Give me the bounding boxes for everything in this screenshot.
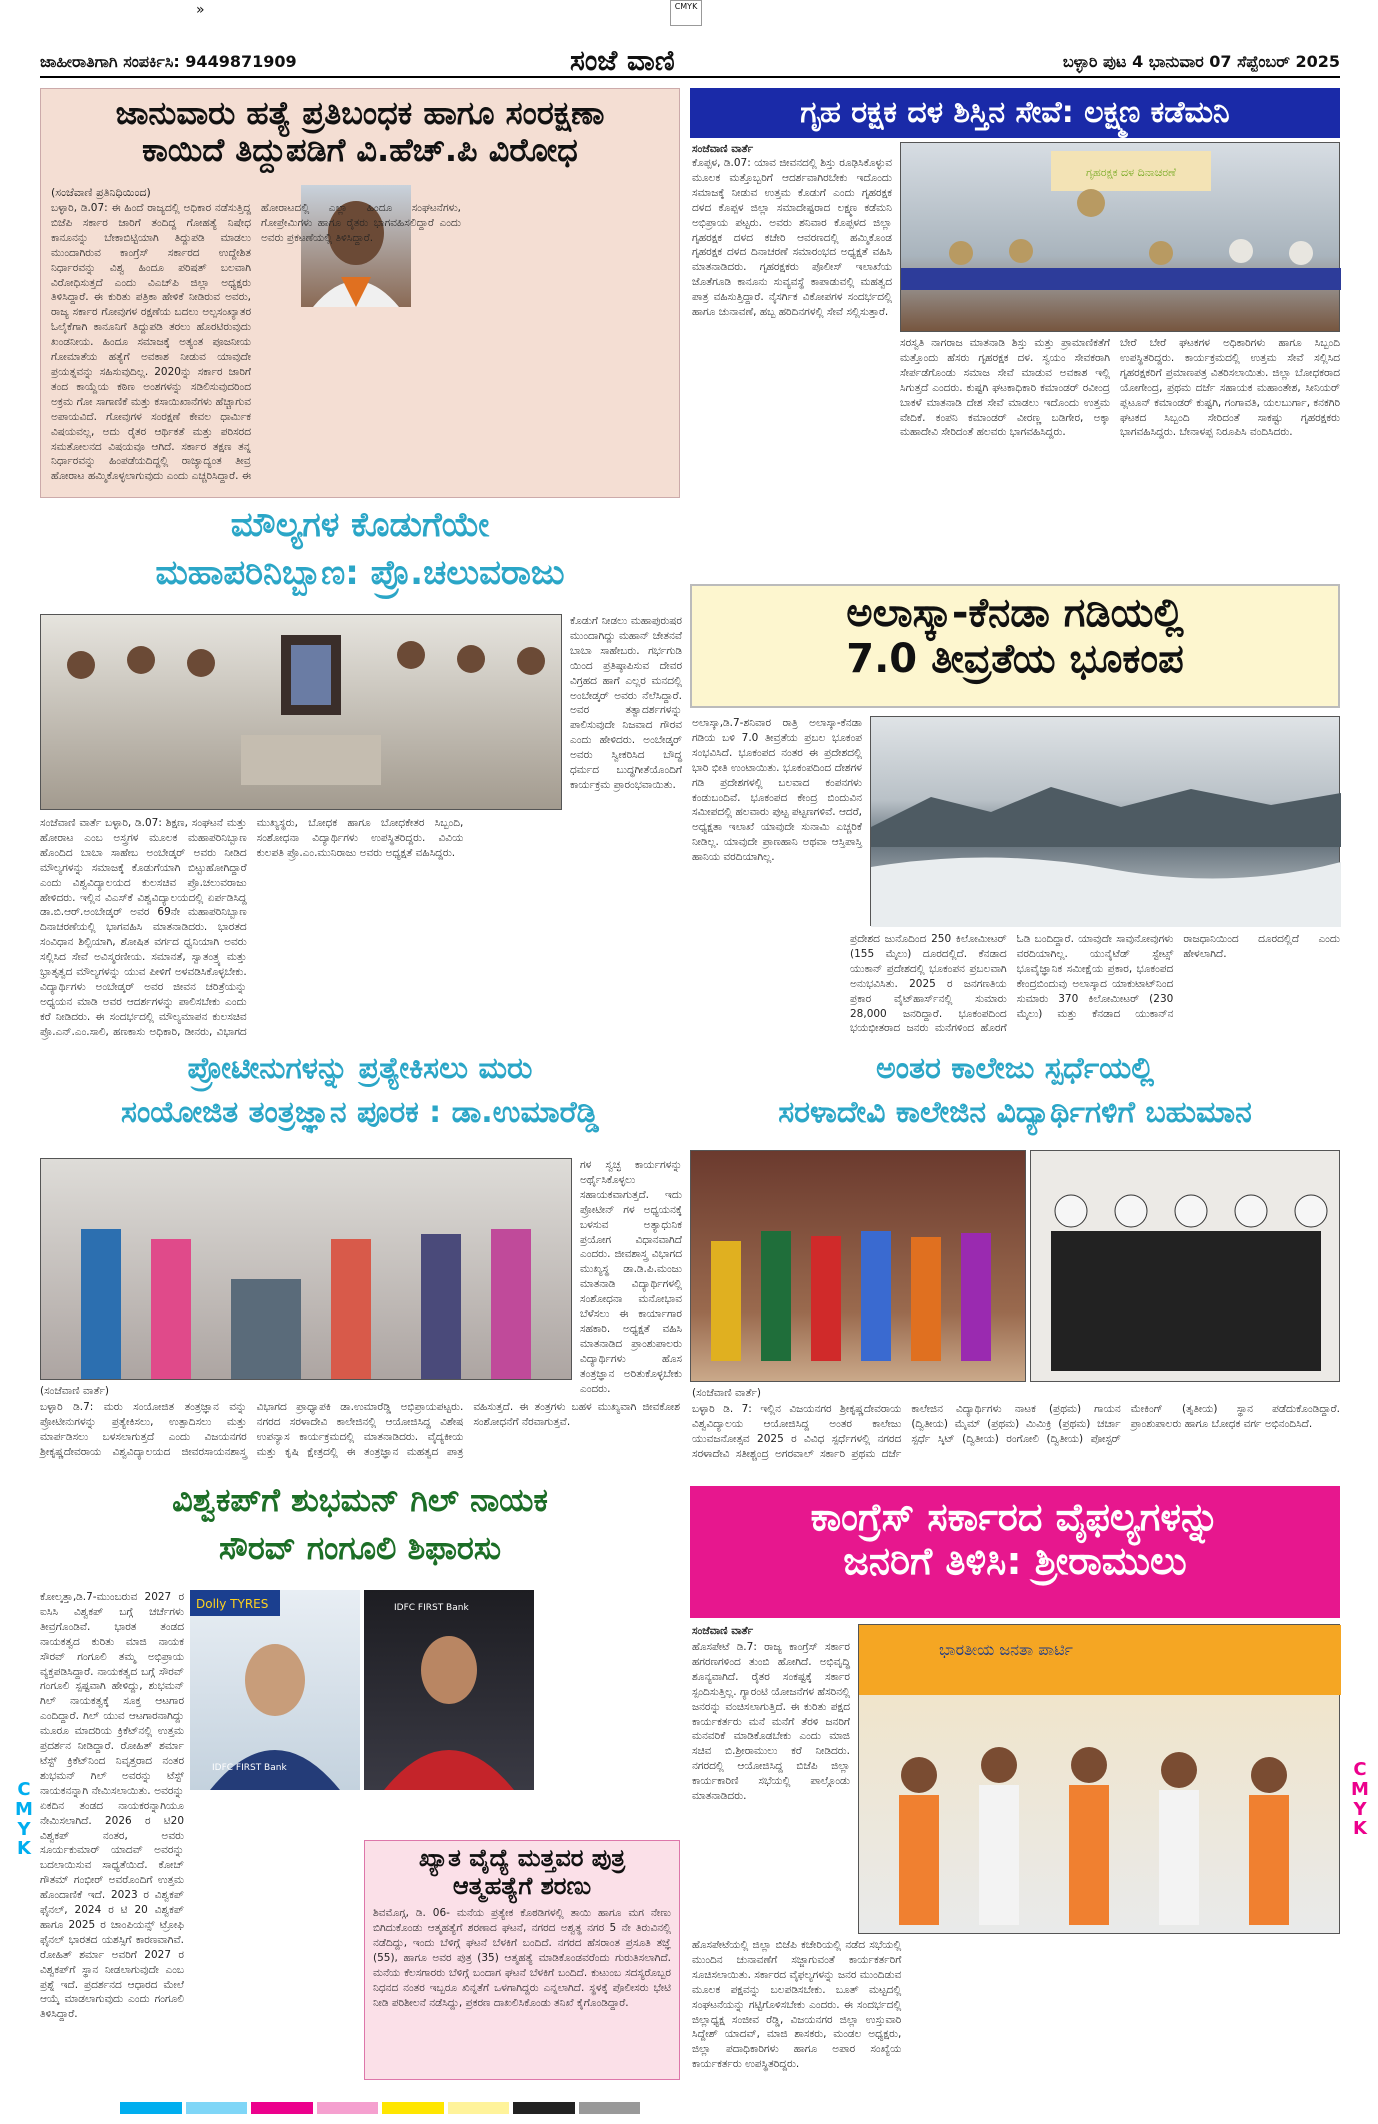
swatch-magenta-light — [317, 2102, 379, 2114]
suicide-body: ಶಿವಮೊಗ್ಗ, ಡಿ. 06- ಮನೆಯ ಪ್ರತ್ಯೇಕ ಕೊಠಡಿಗಳಲ್ಲಿ ತಾಯಿ ಹಾಗೂ ಮಗ ನೇಣು ಬಿಗಿದುಕೊಂಡು ಆತ್ಮಹತ್ಯೆಗೆ ಶರಣಾದ ಘಟನೆ, ನಗರದ ಅಶ್ವತ್ಥ ನಗರ 5 ನೇ ತಿರುವಿನಲ್ಲಿ ನಡೆದಿದ್ದು, ಇಂದು ಬೆಳಿಗ್ಗೆ ಘಟನೆ ಬೆಳಕಿಗೆ ಬಂದಿದೆ. ನಗರದ ಹೆಸರಾಂತ ಪ್ರಸೂತಿ ತಜ್ಞೆ (55), ಹಾಗೂ ಅವರ ಪುತ್ರ (35) ಆತ್ಮಹತ್ಯೆ ಮಾಡಿಕೊಂಡವರೆಂದು ಗುರುತಿಸಲಾಗಿದೆ. ಮನೆಯ ಕೆಲಸಗಾರರು ಬೆಳಿಗ್ಗೆ ಬಂದಾಗ ಘಟನೆ ಬೆಳಕಿಗೆ ಬಂದಿದೆ. ಕುಟುಂಬ ಸದಸ್ಯರೊಬ್ಬರ ನಿಧನದ ನಂತರ ಇಬ್ಬರೂ ಖಿನ್ನತೆಗೆ ಒಳಗಾಗಿದ್ದರು ಎನ್ನಲಾಗಿದೆ. ಸ್ಥಳಕ್ಕೆ ಪೊಲೀಸರು ಭೇಟಿ ನೀಡಿ ಪರಿಶೀಲನೆ ನಡೆಸಿದ್ದು, ಪ್ರಕರಣ ದಾಖಲಿಸಿಕೊಂಡು ತನಿಖೆ ಕೈಗೊಂಡಿದ್ದಾರೆ. — [373, 1907, 671, 2009]
ganguly-photo — [364, 1590, 534, 1790]
dateline: ಬಳ್ಳಾರಿ ಪುಟ 4 ಭಾನುವಾರ 07 ಸೆಪ್ಟೆಂಬರ್ 2025 — [1062, 52, 1340, 71]
home-guard-byline: ಸಂಜೆವಾಣಿ ವಾರ್ತೆ — [692, 143, 754, 155]
bjp-banner-text: ಭಾರತೀಯ ಜನತಾ ಪಾರ್ಟಿ — [939, 1640, 1073, 1659]
alaska-headline-2: 7.0 ತೀವ್ರತೆಯ ಭೂಕಂಪ — [846, 636, 1184, 682]
vhp-byline: (ಸಂಜೆವಾಣಿ ಪ್ರತಿನಿಧಿಯಿಂದ) — [51, 186, 151, 199]
home-guard-photo — [900, 142, 1340, 332]
alaska-headline-box — [690, 584, 1340, 708]
intercollege-headline-2: ಸರಳಾದೇವಿ ಕಾಲೇಜಿನ ವಿದ್ಯಾರ್ಥಿಗಳಿಗೆ ಬಹುಮಾನ — [778, 1095, 1252, 1130]
alaska-body-bottom: ಪ್ರದೇಶದ ಜುನೊದಿಂದ 250 ಕಿಲೋಮೀಟರ್ (155 ಮೈಲು) ದೂರದಲ್ಲಿದೆ. ಕೆನಡಾದ ಯುಕಾನ್ ಪ್ರದೇಶದಲ್ಲಿ ಭೂಕಂಪನ ಪ್ರಬಲವಾಗಿ ಅನುಭವಿಸಿತು. 2025 ರ ಜನಗಣತಿಯ ಪ್ರಕಾರ ವೈಟ್‌ಹಾರ್ಸ್‌ನಲ್ಲಿ ಸುಮಾರು 28,000 ಜನರಿದ್ದಾರೆ. ಭೂಕಂಪದಿಂದ ಭಯಭೀತರಾದ ಜನರು ಮನೆಗಳಿಂದ ಹೊರಗೆ ಓಡಿ ಬಂದಿದ್ದಾರೆ. ಯಾವುದೇ ಸಾವುನೋವುಗಳು ವರದಿಯಾಗಿಲ್ಲ. ಯುನೈಟೆಡ್ ಸ್ಟೇಟ್ಸ್ ಭೂವೈಜ್ಞಾನಿಕ ಸಮೀಕ್ಷೆಯ ಪ್ರಕಾರ, ಭೂಕಂಪದ ಕೇಂದ್ರಬಿಂದುವು ಅಲಾಸ್ಕಾದ ಯಾಕುಟಾಟ್‌ನಿಂದ ಸುಮಾರು 370 ಕಿಲೋಮೀಟರ್ (230 ಮೈಲು) ಮತ್ತು ಕೆನಡಾದ ಯುಕಾನ್‌ನ ರಾಜಧಾನಿಯಿಂದ ದೂರದಲ್ಲಿದೆ ಎಂದು ಹೇಳಲಾಗಿದೆ. — [850, 933, 1340, 1035]
ambedkar-headline-2: ಮಹಾಪರಿನಿಬ್ಬಾಣ: ಪ್ರೊ.ಚಲುವರಾಜು — [155, 553, 565, 593]
vhp-article — [40, 88, 680, 498]
gill-headline-2: ಸೌರವ್ ಗಂಗೂಲಿ ಶಿಫಾರಸು — [218, 1529, 502, 1567]
protein-photo — [40, 1158, 572, 1380]
intercollege-mime-photo — [1030, 1150, 1340, 1382]
vhp-body: ಬಳ್ಳಾರಿ, ಡಿ.07: ಈ ಹಿಂದೆ ರಾಜ್ಯದಲ್ಲಿ ಅಧಿಕಾರ ನಡೆಸುತ್ತಿದ್ದ ಬಿಜೆಪಿ ಸರ್ಕಾರ ಜಾರಿಗೆ ತಂದಿದ್ದ ಗೋಹತ್ಯೆ ನಿಷೇಧ ಕಾನೂನನ್ನು ಬೇಕಾಬಿಟ್ಟಿಯಾಗಿ ತಿದ್ದುಪಡಿ ಮಾಡಲು ಮುಂದಾಗಿರುವ ಕಾಂಗ್ರೆಸ್ ಸರ್ಕಾರದ ಉದ್ದೇಶಿತ ನಿರ್ಧಾರವನ್ನು ವಿಶ್ವ ಹಿಂದೂ ಪರಿಷತ್ ಬಲವಾಗಿ ವಿರೋಧಿಸುತ್ತದೆ ಎಂದು ವಿಎಚ್‌ಪಿ ಜಿಲ್ಲಾ ಅಧ್ಯಕ್ಷರು ತಿಳಿಸಿದ್ದಾರೆ. ಈ ಕುರಿತು ಪತ್ರಿಕಾ ಹೇಳಿಕೆ ನೀಡಿರುವ ಅವರು, ರಾಜ್ಯ ಸರ್ಕಾರ ಗೋವುಗಳ ರಕ್ಷಣೆಯ ಬದಲು ಅಲ್ಪಸಂಖ್ಯಾತರ ಓಲೈಕೆಗಾಗಿ ಕಾನೂನಿಗೆ ತಿದ್ದುಪಡಿ ತರಲು ಹೊರಟಿರುವುದು ಖಂಡನೀಯ. ಹಿಂದೂ ಸಮಾಜಕ್ಕೆ ಅತ್ಯಂತ ಪೂಜನೀಯ ಗೋಮಾತೆಯ ಹತ್ಯೆಗೆ ಅವಕಾಶ ನೀಡುವ ಯಾವುದೇ ಪ್ರಯತ್ನವನ್ನು ಸಹಿಸುವುದಿಲ್ಲ. 2020ನ್ನು ಸರ್ಕಾರ ಜಾರಿಗೆ ತಂದ ಕಾಯ್ದೆಯ ಕಠಿಣ ಅಂಶಗಳನ್ನು ಸಡಿಲಿಸುವುದರಿಂದ ಅಕ್ರಮ ಗೋ ಸಾಗಾಣಿಕೆ ಮತ್ತು ಕಸಾಯಿಖಾನೆಗಳು ಹೆಚ್ಚಾಗುವ ಅಪಾಯವಿದೆ. ಗೋವುಗಳ ಸಂರಕ್ಷಣೆ ಕೇವಲ ಧಾರ್ಮಿಕ ವಿಷಯವಲ್ಲ, ಅದು ರೈತರ ಆರ್ಥಿಕತೆ ಮತ್ತು ಪರಿಸರದ ಸಮತೋಲನದ ವಿಷಯವೂ ಆಗಿದೆ. ಸರ್ಕಾರ ತಕ್ಷಣ ತನ್ನ ನಿರ್ಧಾರವನ್ನು ಹಿಂಪಡೆಯದಿದ್ದಲ್ಲಿ ರಾಜ್ಯಾದ್ಯಂತ ತೀವ್ರ ಹೋರಾಟ ಹಮ್ಮಿಕೊಳ್ಳಲಾಗುವುದು ಎಂದು ಎಚ್ಚರಿಸಿದ್ದಾರೆ. ಈ ಹೋರಾಟದಲ್ಲಿ ಎಲ್ಲಾ ಹಿಂದೂ ಸಂಘಟನೆಗಳು, ಗೋಪ್ರೇಮಿಗಳು ಹಾಗೂ ರೈತರು ಭಾಗವಹಿಸಲಿದ್ದಾರೆ ಎಂದು ಅವರು ಪ್ರಕಟಣೆಯಲ್ಲಿ ತಿಳಿಸಿದ್ದಾರೆ. — [51, 202, 461, 483]
home-guard-body-right: ಬೇರೆ ಬೇರೆ ಘಟಕಗಳ ಅಧಿಕಾರಿಗಳು ಹಾಗೂ ಸಿಬ್ಬಂದಿ ಉಪಸ್ಥಿತರಿದ್ದರು. ಕಾರ್ಯಕ್ರಮದಲ್ಲಿ ಉತ್ತಮ ಸೇವೆ ಸಲ್ಲಿಸಿದ ಗೃಹರಕ್ಷಕರಿಗೆ ಪ್ರಮಾಣಪತ್ರ ವಿತರಿಸಲಾಯಿತು. ಜಿಲ್ಲಾ ಬೋಧಕರಾದ ಯೋಗೇಂದ್ರ, ಪ್ರಥಮ ದರ್ಜೆ ಸಹಾಯಕ ಮಹಾಂತೇಶ, ಸೀನಿಯರ್ ಪ್ಲಟೂನ್ ಕಮಾಂಡರ್ ಕುಷ್ಟಗಿ, ಗಂಗಾವತಿ, ಯಲಬುರ್ಗಾ, ಕನಕಗಿರಿ ಘಟಕದ ಸಿಬ್ಬಂದಿ ಸೇರಿದಂತೆ ಸಾಕಷ್ಟು ಗೃಹರಕ್ಷಕರು ಭಾಗವಹಿಸಿದ್ದರು. ಬೇನಾಳಪ್ಪ ನಿರೂಪಿಸಿ ವಂದಿಸಿದರು. — [1120, 337, 1340, 439]
contact-line: ಜಾಹೀರಾತಿಗಾಗಿ ಸಂಪರ್ಕಿಸಿ: 9449871909 — [40, 52, 297, 71]
protein-side-text: ಗಳ ಸ್ವಚ್ಛ ಕಾರ್ಯಗಳನ್ನು ಅರ್ಥೈಸಿಕೊಳ್ಳಲು ಸಹಾಯಕವಾಗುತ್ತದೆ. ಇದು ಪ್ರೋಟೀನ್ ಗಳ ಅಧ್ಯಯನಕ್ಕೆ ಬಳಸುವ ಅತ್ಯಾಧುನಿಕ ಪ್ರಯೋಗ ವಿಧಾನವಾಗಿದೆ ಎಂದರು. ಜೀವಶಾಸ್ತ್ರ ವಿಭಾಗದ ಮುಖ್ಯಸ್ಥ ಡಾ.ಡಿ.ಪಿ.ಮಂಜು ಮಾತನಾಡಿ ವಿದ್ಯಾರ್ಥಿಗಳಲ್ಲಿ ಸಂಶೋಧನಾ ಮನೋಭಾವ ಬೆಳೆಸಲು ಈ ಕಾರ್ಯಾಗಾರ ಸಹಕಾರಿ. ಅಧ್ಯಕ್ಷತೆ ವಹಿಸಿ ಮಾತನಾಡಿದ ಪ್ರಾಂಶುಪಾಲರು ವಿದ್ಯಾರ್ಥಿಗಳು ಹೊಸ ತಂತ್ರಜ್ಞಾನ ಅರಿತುಕೊಳ್ಳಬೇಕು ಎಂದರು. — [580, 1159, 682, 1395]
cmyk-mark-left — [14, 1780, 34, 1859]
banner-label-text: ಗೃಹರಕ್ಷಕ ದಳ ದಿನಾಚರಣೆ — [1085, 166, 1177, 179]
vhp-headline-2: ಕಾಯಿದೆ ತಿದ್ದುಪಡಿಗೆ ವಿ.ಹೆಚ್.ಪಿ ವಿರೋಧ — [142, 130, 578, 169]
protein-byline: (ಸಂಜೆವಾಣಿ ವಾರ್ತೆ) — [40, 1385, 109, 1397]
suicide-article — [364, 1840, 680, 2080]
masthead — [40, 44, 1340, 78]
top-strip — [0, 0, 1378, 28]
protein-headline-1: ಪ್ರೋಟೀನುಗಳನ್ನು ಪ್ರತ್ಯೇಕಿಸಲು ಮರು — [187, 1051, 533, 1086]
sriramulu-headline-1: ಕಾಂಗ್ರೆಸ್ ಸರ್ಕಾರದ ವೈಫಲ್ಯಗಳನ್ನು — [810, 1495, 1220, 1539]
home-guard-body-mid: ಸರಸ್ವತಿ ನಾಗರಾಜ ಮಾತನಾಡಿ ಶಿಸ್ತು ಮತ್ತು ಪ್ರಾಮಾಣಿಕತೆಗೆ ಮತ್ತೊಂದು ಹೆಸರು ಗೃಹರಕ್ಷಕ ದಳ. ಸ್ವಯಂ ಸೇವಕರಾಗಿ ಸೇರ್ಪಡೆಗೊಂಡು ಸಮಾಜ ಸೇವೆ ಮಾಡುವ ಅವಕಾಶ ಇಲ್ಲಿ ಸಿಗುತ್ತದೆ ಎಂದರು. ಕುಷ್ಟಗಿ ಘಟಕಾಧಿಕಾರಿ ಕಮಾಂಡರ್ ರವೀಂದ್ರ ಬಾಕಳೆ ಮಾತನಾಡಿ ದೇಶ ಸೇವೆ ಮಾಡಲು ಇದೊಂದು ಉತ್ತಮ ವೇದಿಕೆ. ಕಂಪನಿ ಕಮಾಂಡರ್ ವೀರಣ್ಣ ಬಡಿಗೇರ, ಅಕ್ಕಾ ಮಹಾದೇವಿ ಸೇರಿದಂತೆ ಹಲವರು ಭಾಗವಹಿಸಿದ್ದರು. — [900, 337, 1110, 439]
gill-headline-1: ವಿಶ್ವಕಪ್‌ಗೆ ಶುಭಮನ್ ಗಿಲ್ ನಾಯಕ — [172, 1481, 548, 1519]
alaska-body-top: ಅಲಾಸ್ಕಾ,ಡಿ.7-ಶನಿವಾರ ರಾತ್ರಿ ಅಲಾಸ್ಕಾ-ಕೆನಡಾ ಗಡಿಯ ಬಳಿ 7.0 ತೀವ್ರತೆಯ ಪ್ರಬಲ ಭೂಕಂಪ ಸಂಭವಿಸಿದೆ. ಭೂಕಂಪದ ನಂತರ ಈ ಪ್ರದೇಶದಲ್ಲಿ ಭಾರಿ ಭೀತಿ ಉಂಟಾಯಿತು. ಭೂಕಂಪದಿಂದ ದೇಶಗಳ ಗಡಿ ಪ್ರದೇಶಗಳಲ್ಲಿ ಬಲವಾದ ಕಂಪನಗಳು ಕಂಡುಬಂದಿವೆ. ಭೂಕಂಪದ ಕೇಂದ್ರ ಬಿಂದುವಿನ ಸಮೀಪದಲ್ಲಿ ಹಲವಾರು ಪುಟ್ಟ ಪಟ್ಟಣಗಳಿವೆ. ಆದರೆ, ಅಧ್ಯಕ್ಷತಾ ಇಲಾಖೆ ಯಾವುದೇ ಸುನಾಮಿ ಎಚ್ಚರಿಕೆ ನೀಡಿಲ್ಲ. ಯಾವುದೇ ಪ್ರಾಣಹಾನಿ ಅಥವಾ ಆಸ್ತಿಪಾಸ್ತಿ ಹಾನಿಯ ವರದಿಯಾಗಿಲ್ಲ. — [692, 717, 862, 864]
ambedkar-side-text: ಕೊಡುಗೆ ನೀಡಲು ಮಹಾಪುರುಷರ ಮುಂದಾಗಿದ್ದು ಮಹಾನ್ ಚೇತನವೆ ಬಾಬಾ ಸಾಹೇಬರು. ಗರ್ಭಗುಡಿ ಯಿಂದ ಪ್ರತಿಷ್ಠಾಪಿಸುವ ದೇವರ ವಿಗ್ರಹದ ಹಾಗೆ ಎಲ್ಲರ ಮನದಲ್ಲಿ ಅಂಬೇಡ್ಕರ್ ಅವರು ನೆಲೆಸಿದ್ದಾರೆ. ಅವರ ತತ್ವಾದರ್ಶಗಳನ್ನು ಪಾಲಿಸುವುದೇ ನಿಜವಾದ ಗೌರವ ಎಂದು ಹೇಳಿದರು. ಅಂಬೇಡ್ಕರ್ ಅವರು ಸ್ವೀಕರಿಸಿದ ಬೌದ್ಧ ಧರ್ಮದ ಬುದ್ಧಗೀತೆಯೊಂದಿಗೆ ಕಾರ್ಯಕ್ರಮ ಪ್ರಾರಂಭವಾಯಿತು. — [570, 615, 682, 791]
cmyk-mark-right — [1350, 1760, 1370, 1839]
cmyk-left-text: C M Y K — [15, 1779, 33, 1860]
home-guard-body-left: ಕೊಪ್ಪಳ, ಡಿ.07: ಯಾವ ಜೀವನದಲ್ಲಿ ಶಿಸ್ತು ರೂಢಿಸಿಕೊಳ್ಳುವ ಮೂಲಕ ಮತ್ತೊಬ್ಬರಿಗೆ ಆದರ್ಶವಾಗಿರಬೇಕು ಇದೊಂದು ಸಮಾಜಕ್ಕೆ ನೀಡುವ ಉತ್ತಮ ಕೊಡುಗೆ ಎಂದು ಗೃಹರಕ್ಷಕ ದಳದ ಕೊಪ್ಪಳ ಜಿಲ್ಲಾ ಸಮಾದೇಷ್ಟರಾದ ಲಕ್ಷ್ಮಣ ಕಡೆಮನಿ ಅಭಿಪ್ರಾಯ ಪಟ್ಟರು. ಅವರು ಶನಿವಾರ ಕೊಪ್ಪಳದ ಜಿಲ್ಲಾ ಗೃಹರಕ್ಷಕ ದಳದ ಕಚೇರಿ ಆವರಣದಲ್ಲಿ ಹಮ್ಮಿಕೊಂಡ ಗೃಹರಕ್ಷಕ ದಳದ ದಿನಾಚರಣೆ ಸಮಾರಂಭದ ಅಧ್ಯಕ್ಷತೆ ವಹಿಸಿ ಮಾತನಾಡಿದರು. ಗೃಹರಕ್ಷಕರು ಪೊಲೀಸ್ ಇಲಾಖೆಯ ಜೊತೆಗೂಡಿ ಕಾನೂನು ಸುವ್ಯವಸ್ಥೆ ಕಾಪಾಡುವಲ್ಲಿ ಮಹತ್ವದ ಪಾತ್ರ ವಹಿಸುತ್ತಿದ್ದಾರೆ. ನೈಸರ್ಗಿಕ ವಿಕೋಪಗಳ ಸಂದರ್ಭದಲ್ಲಿ ಹಾಗೂ ಚುನಾವಣೆ, ಹಬ್ಬ ಹರಿದಿನಗಳಲ್ಲಿ ಸೇವೆ ಸಲ್ಲಿಸುತ್ತಾರೆ. — [692, 157, 892, 319]
home-guard-headline: ಗೃಹ ರಕ್ಷಕ ದಳ ಶಿಸ್ತಿನ ಸೇವೆ: ಲಕ್ಷ್ಮಣ ಕಡೆಮನಿ — [800, 95, 1230, 130]
gill-body-col3 — [538, 1590, 680, 1790]
vhp-headline-1: ಜಾನುವಾರು ಹತ್ಯೆ ಪ್ರತಿಬಂಧಕ ಹಾಗೂ ಸಂರಕ್ಷಣಾ — [115, 94, 605, 132]
sriramulu-photo — [858, 1624, 1340, 1934]
swatch-cyan — [120, 2102, 182, 2114]
sponsor-dolly-text: Dolly TYRES — [196, 1597, 269, 1611]
cmyk-right-text: C M Y K — [1351, 1759, 1369, 1840]
protein-headline-2: ಸಂಯೋಜಿತ ತಂತ್ರಜ್ಞಾನ ಪೂರಕ : ಡಾ.ಉಮಾರೆಡ್ಡಿ — [121, 1095, 599, 1130]
sriramulu-body-top: ಹೊಸಪೇಟೆ ಡಿ.7: ರಾಜ್ಯ ಕಾಂಗ್ರೆಸ್ ಸರ್ಕಾರ ಹಗರಣಗಳಿಂದ ತುಂಬಿ ಹೋಗಿದೆ. ಅಭಿವೃದ್ಧಿ ಶೂನ್ಯವಾಗಿದೆ. ರೈತರ ಸಂಕಷ್ಟಕ್ಕೆ ಸರ್ಕಾರ ಸ್ಪಂದಿಸುತ್ತಿಲ್ಲ. ಗ್ಯಾರಂಟಿ ಯೋಜನೆಗಳ ಹೆಸರಿನಲ್ಲಿ ಜನರನ್ನು ವಂಚಿಸಲಾಗುತ್ತಿದೆ. ಈ ಕುರಿತು ಪಕ್ಷದ ಕಾರ್ಯಕರ್ತರು ಮನೆ ಮನೆಗೆ ತೆರಳಿ ಜನರಿಗೆ ಮನವರಿಕೆ ಮಾಡಿಕೊಡಬೇಕು ಎಂದು ಮಾಜಿ ಸಚಿವ ಬಿ.ಶ್ರೀರಾಮುಲು ಕರೆ ನೀಡಿದರು. ನಗರದಲ್ಲಿ ಆಯೋಜಿಸಿದ್ದ ಬಿಜೆಪಿ ಜಿಲ್ಲಾ ಕಾರ್ಯಕಾರಿಣಿ ಸಭೆಯಲ್ಲಿ ಪಾಲ್ಗೊಂಡು ಮಾತನಾಡಿದರು. — [692, 1641, 850, 1803]
newspaper-logo: ಸಂಜೆ ವಾಣಿ — [570, 44, 675, 77]
sponsor-idfc-text-1: IDFC FIRST Bank — [212, 1763, 287, 1773]
alaska-glacier-photo — [870, 716, 1340, 926]
intercollege-body: ಬಳ್ಳಾರಿ ಡಿ. 7: ಇಲ್ಲಿನ ವಿಜಯನಗರ ಶ್ರೀಕೃಷ್ಣದೇವರಾಯ ವಿಶ್ವವಿದ್ಯಾಲಯ ಆಯೋಜಿಸಿದ್ದ ಅಂತರ ಕಾಲೇಜು ಯುವಜನೋತ್ಸವ 2025 ರ ವಿವಿಧ ಸ್ಪರ್ಧೆಗಳಲ್ಲಿ ನಗರದ ಸರಳಾದೇವಿ ಸತೀಶ್ಚಂದ್ರ ಅಗರವಾಲ್ ಸರ್ಕಾರಿ ಪ್ರಥಮ ದರ್ಜೆ ಕಾಲೇಜಿನ ವಿದ್ಯಾರ್ಥಿಗಳು ನಾಟಕ (ಪ್ರಥಮ) ಗಾಯನ (ದ್ವಿತೀಯ) ಮೈಮ್ (ಪ್ರಥಮ) ಮಿಮಿಕ್ರಿ (ಪ್ರಥಮ) ಚರ್ಚಾ ಸ್ಪರ್ಧೆ ಸ್ಕಿಟ್ (ದ್ವಿತೀಯ) ರಂಗೋಲಿ (ದ್ವಿತೀಯ) ಪೋಸ್ಟರ್ ಮೇಕಿಂಗ್ (ತೃತೀಯ) ಸ್ಥಾನ ಪಡೆದುಕೊಂಡಿದ್ದಾರೆ. ಪ್ರಾಂಶುಪಾಲರು ಹಾಗೂ ಬೋಧಕ ವರ್ಗ ಅಭಿನಂದಿಸಿದೆ. — [692, 1403, 1340, 1460]
swatch-yellow — [382, 2102, 444, 2114]
color-calibration-bar — [120, 2102, 640, 2114]
swatch-magenta — [251, 2102, 313, 2114]
intercollege-byline: (ಸಂಜೆವಾಣಿ ವಾರ್ತೆ) — [692, 1387, 761, 1399]
swatch-cyan-light — [186, 2102, 248, 2114]
gill-photo — [190, 1590, 360, 1790]
home-guard-headline-box — [690, 88, 1340, 138]
sponsor-idfc-text-2: IDFC FIRST Bank — [394, 1603, 469, 1613]
sriramulu-byline: ಸಂಜೆವಾಣಿ ವಾರ್ತೆ — [692, 1625, 754, 1637]
sriramulu-body-bottom: ಹೊಸಪೇಟೆಯಲ್ಲಿ ಜಿಲ್ಲಾ ಬಿಜೆಪಿ ಕಚೇರಿಯಲ್ಲಿ ನಡೆದ ಸಭೆಯಲ್ಲಿ ಮುಂದಿನ ಚುನಾವಣೆಗೆ ಸಜ್ಜಾಗುವಂತೆ ಕಾರ್ಯಕರ್ತರಿಗೆ ಸೂಚಿಸಲಾಯಿತು. ಸರ್ಕಾರದ ವೈಫಲ್ಯಗಳನ್ನು ಜನರ ಮುಂದಿಡುವ ಮೂಲಕ ಪಕ್ಷವನ್ನು ಬಲಪಡಿಸಬೇಕು. ಬೂತ್ ಮಟ್ಟದಲ್ಲಿ ಸಂಘಟನೆಯನ್ನು ಗಟ್ಟಿಗೊಳಿಸಬೇಕು ಎಂದರು. ಈ ಸಂದರ್ಭದಲ್ಲಿ ಜಿಲ್ಲಾಧ್ಯಕ್ಷ ಸಂಜೀವ ರೆಡ್ಡಿ, ವಿಜಯನಗರ ಜಿಲ್ಲಾ ಉಸ್ತುವಾರಿ ಸಿದ್ದೇಶ್ ಯಾದವ್, ಮಾಜಿ ಶಾಸಕರು, ಮಂಡಲ ಅಧ್ಯಕ್ಷರು, ಜಿಲ್ಲಾ ಪದಾಧಿಕಾರಿಗಳು ಹಾಗೂ ಅಪಾರ ಸಂಖ್ಯೆಯ ಕಾರ್ಯಕರ್ತರು ಉಪಸ್ಥಿತರಿದ್ದರು. — [692, 1939, 902, 2071]
intercollege-drama-photo — [690, 1150, 1026, 1382]
swatch-grey — [579, 2102, 641, 2114]
suicide-headline-2: ಆತ್ಮಹತ್ಯೆಗೆ ಶರಣು — [452, 1871, 592, 1900]
sriramulu-headline-2: ಜನರಿಗೆ ತಿಳಿಸಿ: ಶ್ರೀರಾಮುಲು — [843, 1538, 1187, 1583]
suicide-headline-1: ಖ್ಯಾತ ವೈದ್ಯೆ ಮತ್ತವರ ಪುತ್ರ — [418, 1844, 626, 1872]
alaska-headline-1: ಅಲಾಸ್ಕಾ-ಕೆನಡಾ ಗಡಿಯಲ್ಲಿ — [846, 590, 1184, 636]
protein-body: ಬಳ್ಳಾರಿ ಡಿ.7: ಮರು ಸಂಯೋಜಿತ ತಂತ್ರಜ್ಞಾನ ವನ್ನು ಪ್ರೋಟೀನುಗಳನ್ನು ಪ್ರತ್ಯೇಕಿಸಲು, ಉತ್ಪಾದಿಸಲು ಮತ್ತು ಮಾರ್ಪಡಿಸಲು ಬಳಸಲಾಗುತ್ತದೆ ಎಂದು ವಿಜಯನಗರ ಶ್ರೀಕೃಷ್ಣದೇವರಾಯ ವಿಶ್ವವಿದ್ಯಾಲಯದ ಜೀವರಸಾಯನಶಾಸ್ತ್ರ ವಿಭಾಗದ ಪ್ರಾಧ್ಯಾಪಕಿ ಡಾ.ಉಮಾರೆಡ್ಡಿ ಅಭಿಪ್ರಾಯಪಟ್ಟರು. ನಗರದ ಸರಳಾದೇವಿ ಕಾಲೇಜಿನಲ್ಲಿ ಆಯೋಜಿಸಿದ್ದ ವಿಶೇಷ ಉಪನ್ಯಾಸ ಕಾರ್ಯಕ್ರಮದಲ್ಲಿ ಮಾತನಾಡಿದರು. ವೈದ್ಯಕೀಯ ಮತ್ತು ಕೃಷಿ ಕ್ಷೇತ್ರದಲ್ಲಿ ಈ ತಂತ್ರಜ್ಞಾನ ಮಹತ್ವದ ಪಾತ್ರ ವಹಿಸುತ್ತದೆ. ಈ ತಂತ್ರಗಳು ಬಹಳ ಮುಖ್ಯವಾಗಿ ಜೀವಕೋಶ ಸಂಶೋಧನೆಗೆ ನೆರವಾಗುತ್ತವೆ. — [40, 1401, 680, 1458]
ambedkar-headline-1: ಮೌಲ್ಯಗಳ ಕೊಡುಗೆಯೇ — [230, 505, 490, 545]
gill-body-col1: ಕೋಲ್ಕತ್ತಾ,ಡಿ.7-ಮುಂಬರುವ 2027 ರ ಐಸಿಸಿ ವಿಶ್ವಕಪ್ ಬಗ್ಗೆ ಚರ್ಚೆಗಳು ತೀವ್ರಗೊಂಡಿವೆ. ಭಾರತ ತಂಡದ ನಾಯಕತ್ವದ ಕುರಿತು ಮಾಜಿ ನಾಯಕ ಸೌರವ್ ಗಂಗೂಲಿ ತಮ್ಮ ಅಭಿಪ್ರಾಯ ವ್ಯಕ್ತಪಡಿಸಿದ್ದಾರೆ. ನಾಯಕತ್ವದ ಬಗ್ಗೆ ಸೌರವ್ ಗಂಗೂಲಿ ಸ್ಪಷ್ಟವಾಗಿ ಹೇಳಿದ್ದು, ಶುಭಮನ್ ಗಿಲ್ ನಾಯಕತ್ವಕ್ಕೆ ಸೂಕ್ತ ಆಟಗಾರ ಎಂದಿದ್ದಾರೆ. ಗಿಲ್ ಯುವ ಆಟಗಾರನಾಗಿದ್ದು ಮೂರೂ ಮಾದರಿಯ ಕ್ರಿಕೆಟ್‌ನಲ್ಲಿ ಉತ್ತಮ ಪ್ರದರ್ಶನ ನೀಡಿದ್ದಾರೆ. ರೋಹಿತ್ ಶರ್ಮಾ ಟೆಸ್ಟ್ ಕ್ರಿಕೆಟ್‌ನಿಂದ ನಿವೃತ್ತರಾದ ನಂತರ ಶುಭಮನ್ ಗಿಲ್ ಅವರನ್ನು ಟೆಸ್ಟ್ ನಾಯಕನನ್ನಾಗಿ ನೇಮಿಸಲಾಯಿತು. ಅವರನ್ನು ಏಕದಿನ ತಂಡದ ನಾಯಕರನ್ನಾಗಿಯೂ ನೇಮಿಸಲಾಗಿದೆ. 2026 ರ ಟಿ20 ವಿಶ್ವಕಪ್ ನಂತರ, ಅವರು ಸೂರ್ಯಕುಮಾರ್ ಯಾದವ್ ಅವರನ್ನು ಬದಲಾಯಿಸುವ ಸಾಧ್ಯತೆಯಿದೆ. ಕೋಚ್ ಗೌತಮ್ ಗಂಭೀರ್ ಅವರೊಂದಿಗೆ ಉತ್ತಮ ಹೊಂದಾಣಿಕೆ ಇದೆ. 2023 ರ ವಿಶ್ವಕಪ್ ಫೈನಲ್, 2024 ರ ಟಿ 20 ವಿಶ್ವಕಪ್ ಹಾಗೂ 2025 ರ ಚಾಂಪಿಯನ್ಸ್ ಟ್ರೋಫಿ ಫೈನಲ್ ಭಾರತದ ಯಶಸ್ಸಿಗೆ ಕಾರಣವಾಗಿವೆ. ರೋಹಿತ್ ಶರ್ಮಾ ಅವರಿಗೆ 2027 ರ ವಿಶ್ವಕಪ್‌ಗೆ ಸ್ಥಾನ ನೀಡಲಾಗುವುದೇ ಎಂಬ ಪ್ರಶ್ನೆ ಇದೆ. ಪ್ರದರ್ಶನದ ಆಧಾರದ ಮೇಲೆ ಆಯ್ಕೆ ಮಾಡಲಾಗುವುದು ಎಂದು ಗಂಗೂಲಿ ತಿಳಿಸಿದ್ದಾರೆ. — [40, 1591, 184, 2021]
swatch-black — [513, 2102, 575, 2114]
ambedkar-photo — [40, 614, 562, 810]
intercollege-headline-1: ಅಂತರ ಕಾಲೇಜು ಸ್ಪರ್ಧೆಯಲ್ಲಿ — [876, 1051, 1154, 1086]
ambedkar-body: ಸಂಜೆವಾಣಿ ವಾರ್ತೆ ಬಳ್ಳಾರಿ, ಡಿ.07: ಶಿಕ್ಷಣ, ಸಂಘಟನೆ ಮತ್ತು ಹೋರಾಟ ಎಂಬ ಅಸ್ತ್ರಗಳ ಮೂಲಕ ಮಹಾಪರಿನಿಬ್ಬಾಣ ಹೊಂದಿದ ಬಾಬಾ ಸಾಹೇಬ ಅಂಬೇಡ್ಕರ್ ಅವರು ನೀಡಿದ ಮೌಲ್ಯಗಳನ್ನು ಸಮಾಜಕ್ಕೆ ಕೊಡುಗೆಯಾಗಿ ಬಿಟ್ಟುಹೋಗಿದ್ದಾರೆ ಎಂದು ವಿಶ್ವವಿದ್ಯಾಲಯದ ಕುಲಸಚಿವ ಪ್ರೊ.ಚಲುವರಾಜು ಹೇಳಿದರು. ಇಲ್ಲಿನ ವಿಎಸ್‌ಕೆ ವಿಶ್ವವಿದ್ಯಾಲಯದಲ್ಲಿ ಏರ್ಪಡಿಸಿದ್ದ ಡಾ.ಬಿ.ಆರ್.ಅಂಬೇಡ್ಕರ್ ಅವರ 69ನೇ ಮಹಾಪರಿನಿಬ್ಬಾಣ ದಿನಾಚರಣೆಯಲ್ಲಿ ಭಾಗವಹಿಸಿ ಮಾತನಾಡಿದರು. ಭಾರತದ ಸಂವಿಧಾನ ಶಿಲ್ಪಿಯಾಗಿ, ಶೋಷಿತ ವರ್ಗದ ಧ್ವನಿಯಾಗಿ ಅವರು ಸಲ್ಲಿಸಿದ ಸೇವೆ ಅವಿಸ್ಮರಣೀಯ. ಸಮಾನತೆ, ಸ್ವಾತಂತ್ರ್ಯ ಮತ್ತು ಭ್ರಾತೃತ್ವದ ಮೌಲ್ಯಗಳನ್ನು ಯುವ ಪೀಳಿಗೆ ಅಳವಡಿಸಿಕೊಳ್ಳಬೇಕು. ವಿದ್ಯಾರ್ಥಿಗಳು ಅಂಬೇಡ್ಕರ್ ಅವರ ಜೀವನ ಚರಿತ್ರೆಯನ್ನು ಅಧ್ಯಯನ ಮಾಡಿ ಅವರ ಆದರ್ಶಗಳನ್ನು ಪಾಲಿಸಬೇಕು ಎಂದು ಕರೆ ನೀಡಿದರು. ಈ ಸಂದರ್ಭದಲ್ಲಿ ಮೌಲ್ಯಮಾಪನ ಕುಲಸಚಿವ ಪ್ರೊ.ಎನ್.ಎಂ.ಸಾಲಿ, ಹಣಕಾಸು ಅಧಿಕಾರಿ, ಡೀನರು, ವಿಭಾಗದ ಮುಖ್ಯಸ್ಥರು, ಬೋಧಕ ಹಾಗೂ ಬೋಧಕೇತರ ಸಿಬ್ಬಂದಿ, ಸಂಶೋಧನಾ ವಿದ್ಯಾರ್ಥಿಗಳು ಉಪಸ್ಥಿತರಿದ್ದರು. ವಿವಿಯ ಕುಲಪತಿ ಪ್ರೊ.ಎಂ.ಮುನಿರಾಜು ಅವರು ಅಧ್ಯಕ್ಷತೆ ವಹಿಸಿದ್ದರು. — [40, 817, 464, 1038]
sriramulu-headline-box — [690, 1486, 1340, 1618]
fast-forward-icon: » — [196, 2, 205, 18]
cmyk-badge: CMYK — [670, 0, 702, 26]
swatch-yellow-light — [448, 2102, 510, 2114]
